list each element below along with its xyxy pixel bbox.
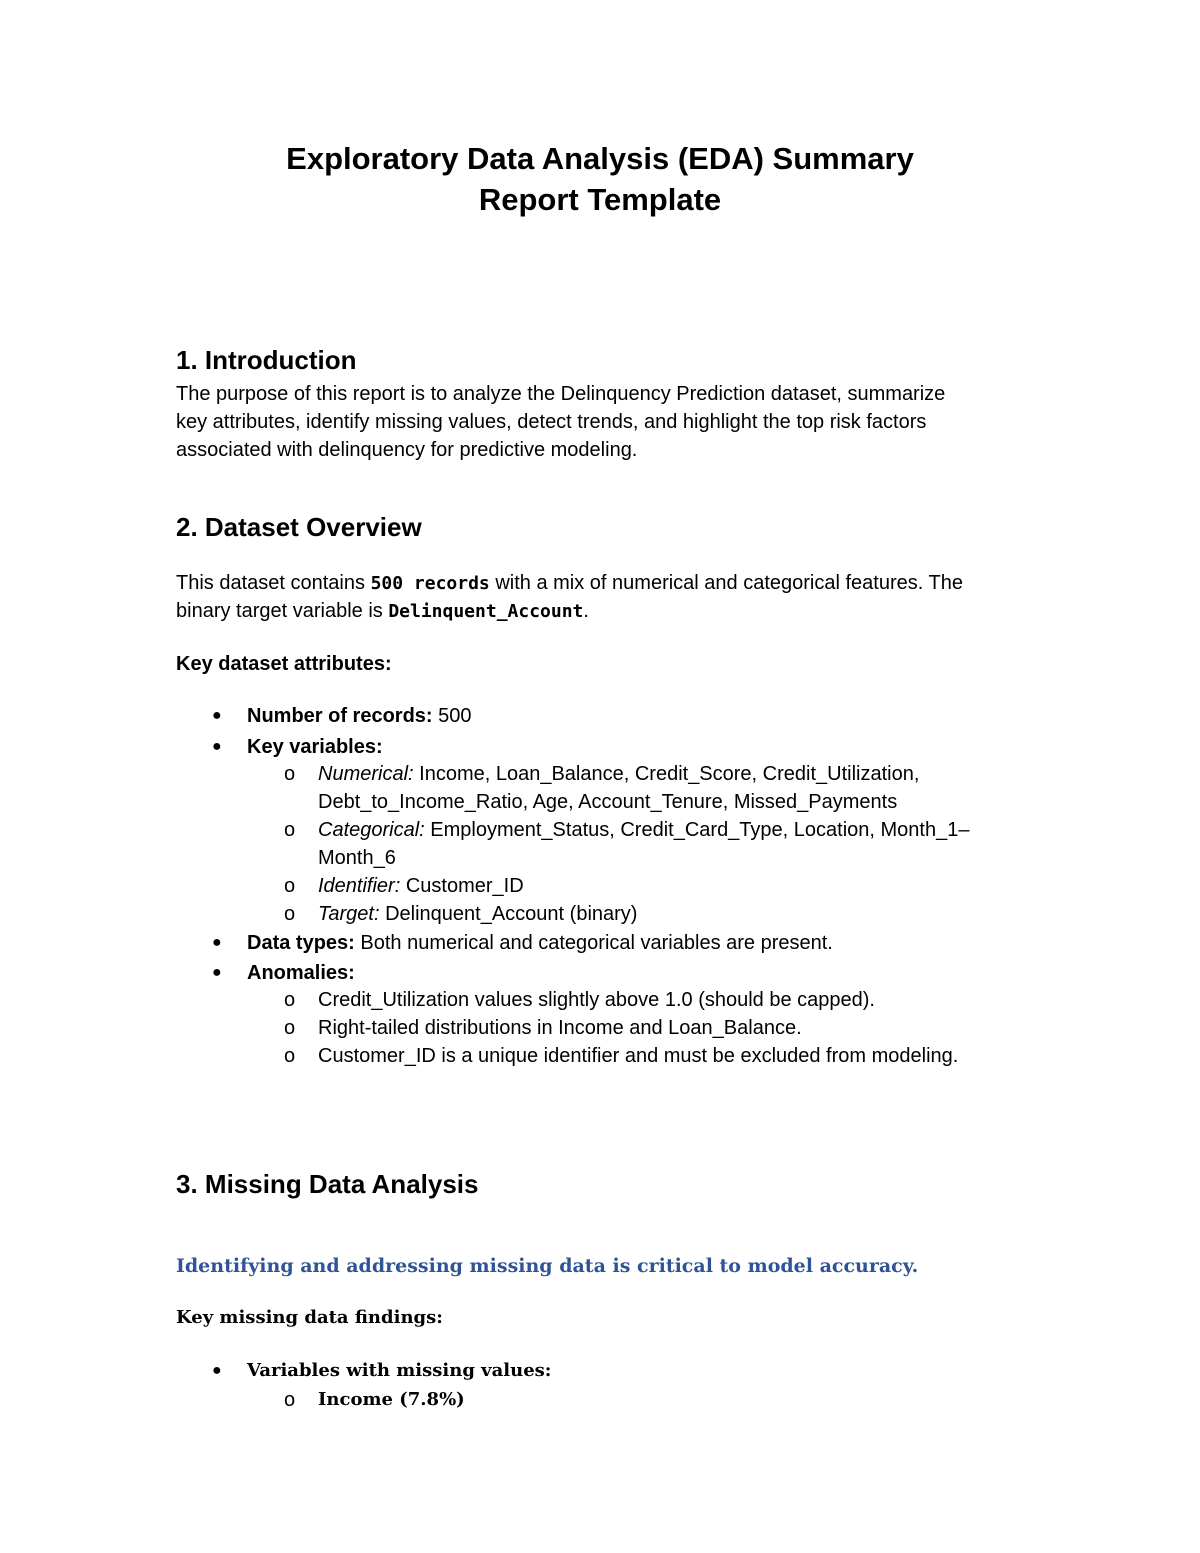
- intro-paragraph-line-2: key attributes, identify missing values, detect trends, and highlight the top risk factors: [176, 411, 927, 433]
- sub-item-label: Numerical:: [318, 763, 414, 785]
- list-item-value: Both numerical and categorical variables are present.: [354, 932, 833, 954]
- list-item-number-of-records: [247, 702, 472, 730]
- report-title-line-1: Exploratory Data Analysis (EDA) Summary: [286, 141, 914, 176]
- sub-bullet-icon: o: [284, 819, 296, 841]
- sub-bullet-icon: o: [284, 875, 296, 897]
- target-variable-code: Delinquent_Account: [388, 601, 584, 622]
- sub-bullet-icon: o: [284, 1017, 296, 1039]
- sub-item-value: Income, Loan_Balance, Credit_Score, Credit_Utilization,: [413, 763, 920, 785]
- list-item-key-variables: Key variables:: [247, 736, 383, 758]
- section-heading-dataset-overview: 2. Dataset Overview: [176, 512, 422, 542]
- anomaly-item: Customer_ID is a unique identifier and must be excluded from modeling.: [318, 1045, 959, 1067]
- overview-text: .: [583, 600, 589, 622]
- missing-data-accent-line: Identifying and addressing missing data is critical to model accuracy.: [176, 1255, 919, 1277]
- overview-text: This dataset contains: [176, 572, 371, 594]
- intro-paragraph-line-3: associated with delinquency for predictive modeling.: [176, 439, 638, 461]
- sub-bullet-icon: o: [284, 903, 296, 925]
- sub-item-categorical: [318, 816, 969, 844]
- bullet-icon: ●: [212, 934, 222, 951]
- list-item-variables-missing: Variables with missing values:: [247, 1360, 552, 1381]
- anomaly-item: Credit_Utilization values slightly above 1.0 (should be capped).: [318, 989, 875, 1011]
- bullet-icon: ●: [212, 964, 222, 981]
- list-item-value: 500: [432, 705, 472, 727]
- report-title-line-2: Report Template: [478, 182, 722, 217]
- sub-item-value: Delinquent_Account (binary): [379, 903, 638, 925]
- sub-bullet-icon: o: [284, 1389, 296, 1411]
- overview-paragraph-line-2: [176, 597, 589, 626]
- list-item-data-types: [247, 929, 833, 957]
- bullet-icon: ●: [212, 707, 222, 724]
- section-heading-introduction: 1. Introduction: [176, 345, 357, 375]
- sub-item-identifier: [318, 872, 524, 900]
- sub-bullet-icon: o: [284, 763, 296, 785]
- overview-text: with a mix of numerical and categorical features. The: [489, 572, 963, 594]
- list-item-anomalies: Anomalies:: [247, 962, 355, 984]
- bullet-icon: ●: [212, 1362, 222, 1379]
- key-attributes-label: Key dataset attributes:: [176, 653, 392, 675]
- sub-bullet-icon: o: [284, 989, 296, 1011]
- sub-item-categorical-continued: Month_6: [318, 847, 396, 869]
- sub-item-label: Categorical:: [318, 819, 425, 841]
- section-heading-missing-data: 3. Missing Data Analysis: [176, 1169, 479, 1199]
- bullet-icon: ●: [212, 738, 222, 755]
- sub-item-label: Target:: [318, 903, 380, 925]
- list-item-label: Number of records:: [247, 705, 433, 727]
- sub-item-value: Customer_ID: [400, 875, 524, 897]
- sub-item-income-missing: Income (7.8%): [318, 1389, 465, 1410]
- sub-item-numerical-continued: Debt_to_Income_Ratio, Age, Account_Tenure, Missed_Payments: [318, 791, 898, 813]
- records-count-emphasis: 500 records: [370, 573, 490, 594]
- overview-text: binary target variable is: [176, 600, 389, 622]
- sub-item-label: Identifier:: [318, 875, 401, 897]
- sub-item-target: [318, 900, 637, 928]
- intro-paragraph-line-1: The purpose of this report is to analyze the Delinquency Prediction dataset, summarize: [176, 383, 946, 405]
- anomaly-item: Right-tailed distributions in Income and Loan_Balance.: [318, 1017, 802, 1039]
- sub-bullet-icon: o: [284, 1045, 296, 1067]
- sub-item-value: Employment_Status, Credit_Card_Type, Location, Month_1–: [424, 819, 970, 841]
- list-item-label: Data types:: [247, 932, 355, 954]
- missing-findings-label: Key missing data findings:: [176, 1307, 443, 1328]
- sub-item-numerical: [318, 760, 919, 788]
- overview-paragraph-line-1: [176, 569, 963, 598]
